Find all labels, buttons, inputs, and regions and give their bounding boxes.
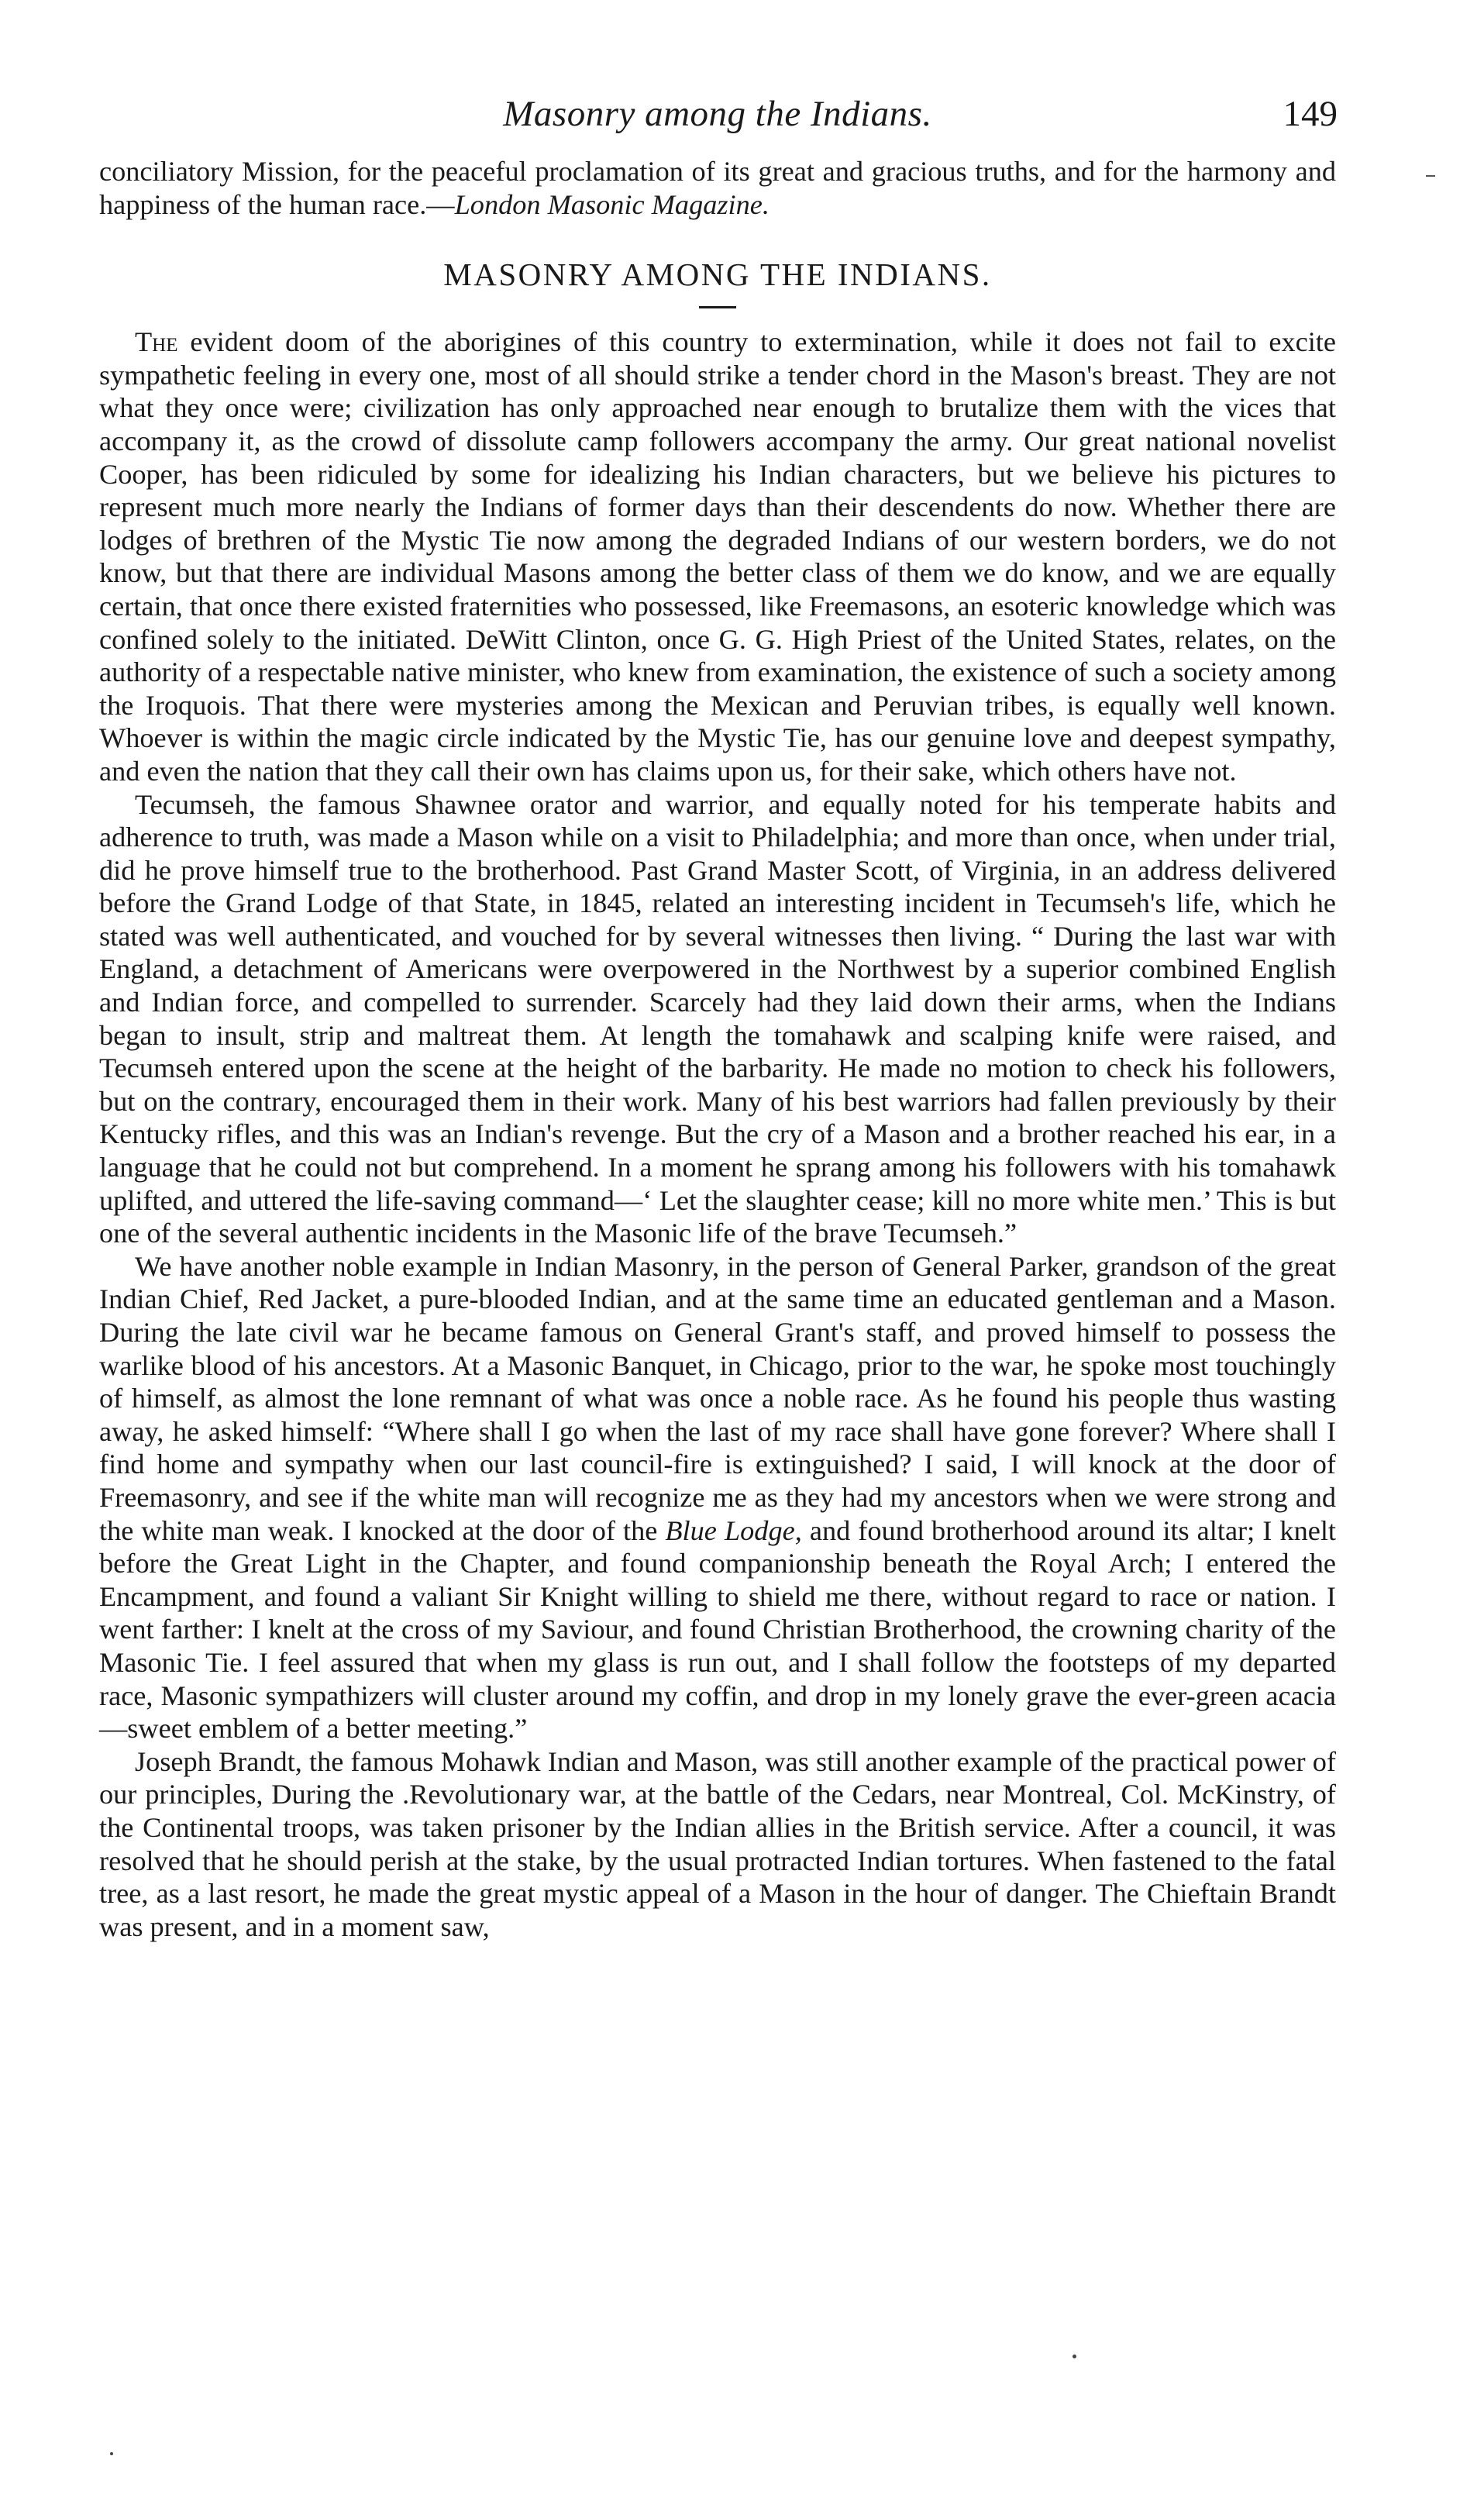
paragraph-3 bbox=[99, 1250, 1336, 1745]
intro-paragraph bbox=[99, 155, 1336, 221]
running-head-title: Masonry among the Indians. bbox=[503, 94, 932, 134]
page bbox=[99, 93, 1336, 1943]
page-number: 149 bbox=[1283, 94, 1338, 134]
paragraph-4: Joseph Brandt, the famous Mohawk Indian and Mason, was still another example of the practical power of our principles, During the .Revolutionary war, at the battle of the Cedars, near Montreal, Col. McKinstry, of the Continental troops, was taken prisoner by the Indian allies in the British service. After a council, it was resolved that he should perish at the stake, by the usual protracted Indian tortures. When fastened to the fatal tree, as a last resort, he made the great mystic appeal of a Mason in the hour of danger. The Chieftain Brandt was present, and in a moment saw, bbox=[99, 1745, 1336, 1942]
paragraph-3-text-a: We have another noble example in Indian Masonry, in the person of General Parker, grandson of the great Indian Chief, Red Jacket, a pure-blooded Indian, and at the same time an educated gentleman and a Mason. During the late civil war he became famous on General Grant's staff, and proved himself to possess the warlike blood of his ancestors. At a Masonic Banquet, in Chicago, prior to the war, he spoke most touchingly of himself, as almost the lone remnant of what was once a noble race. As he found his people thus wasting away, he asked himself: “Where shall I go when the last of my race shall have gone forever? Where shall I find home and sympathy when our last council-fire is extinguished? I said, I will knock at the door of Freemasonry, and see if the white man will recognize me as they had my ancestors when we were strong and the white man weak. I knocked at the door of the bbox=[99, 1250, 1336, 1546]
ink-speck bbox=[1073, 2355, 1076, 2358]
article-title: MASONRY AMONG THE INDIANS. bbox=[443, 257, 992, 293]
ink-speck bbox=[110, 2452, 113, 2455]
paragraph-3-text-b: and found brotherhood around its altar; I knelt before the Great Light in the Chapter, and found companionship beneath the Royal Arch; I entered the Encampment, and found a valiant Sir Knight willing to shield me there, without regard to race or nation. I went farther: I knelt at the cross of my Saviour, and found Christian Brotherhood, the crowning charity of the Masonic Tie. I feel assured that when my glass is run out, and I shall follow the footsteps of my departed race, Masonic sympathizers will cluster around my coffin, and drop in my lonely grave the ever-green acacia—sweet emblem of a better meeting.” bbox=[99, 1514, 1336, 1745]
blue-lodge-italic: Blue Lodge, bbox=[665, 1514, 802, 1546]
paragraph-1 bbox=[99, 326, 1336, 787]
first-word: The bbox=[135, 326, 178, 358]
running-head bbox=[99, 93, 1336, 155]
intro-source: London Masonic Magazine. bbox=[454, 188, 770, 220]
margin-mark bbox=[1426, 175, 1435, 177]
intro-text: conciliatory Mission, for the peaceful proclamation of its great and gracious truths, and for the harmony and happiness of the human race.— bbox=[99, 156, 1336, 220]
paragraph-1-text: evident doom of the aborigines of this country to extermination, while it does not fail to excite sympathetic feeling in every one, most of all should strike a tender chord in the Mason's breast. They are not what they once were; civilization has only approached near enough to brutalize them with the vices that accompany it, as the crowd of dissolute camp followers accompany the army. Our great national novelist Cooper, has been ridiculed by some for idealizing his Indian characters, but we believe his pictures to represent much more nearly the Indians of former days than their descendents do now. Whether there are lodges of brethren of the Mystic Tie now among the degraded Indians of our western borders, we do not know, but that there are individual Masons among the better class of them we do know, and we are equally certain, that once there existed fraternities who possessed, like Freemasons, an esoteric knowledge which was confined solely to the initiated. DeWitt Clinton, once G. G. High Priest of the United States, relates, on the authority of a respectable native minister, who knew from examination, the existence of such a society among the Iroquois. That there were mysteries among the Mexican and Peruvian tribes, is equally well known. Whoever is within the magic circle indicated by the Mystic Tie, has our genuine love and deepest sympathy, and even the nation that they call their own has claims upon us, for their sake, which others have not. bbox=[99, 326, 1336, 787]
paragraph-2: Tecumseh, the famous Shawnee orator and warrior, and equally noted for his temperate habits and adherence to truth, was made a Mason while on a visit to Philadelphia; and more than once, when under trial, did he prove himself true to the brotherhood. Past Grand Master Scott, of Virginia, in an address delivered before the Grand Lodge of that State, in 1845, related an interesting incident in Tecumseh's life, which he stated was well authenticated, and vouched for by several witnesses then living. “ During the last war with England, a detachment of Americans were overpowered in the Northwest by a superior combined English and Indian force, and compelled to surrender. Scarcely had they laid down their arms, when the Indians began to insult, strip and maltreat them. At length the tomahawk and scalping knife were raised, and Tecumseh entered upon the scene at the height of the barbarity. He made no motion to check his followers, but on the contrary, encouraged them in their work. Many of his best warriors had fallen previously by their Kentucky rifles, and this was an Indian's revenge. But the cry of a Mason and a brother reached his ear, in a language that he could not but comprehend. In a moment he sprang among his followers with his tomahawk uplifted, and uttered the life-saving command—‘ Let the slaughter cease; kill no more white men.’ This is but one of the several authentic incidents in the Masonic life of the brave Tecumseh.” bbox=[99, 788, 1336, 1249]
title-rule bbox=[699, 306, 736, 308]
